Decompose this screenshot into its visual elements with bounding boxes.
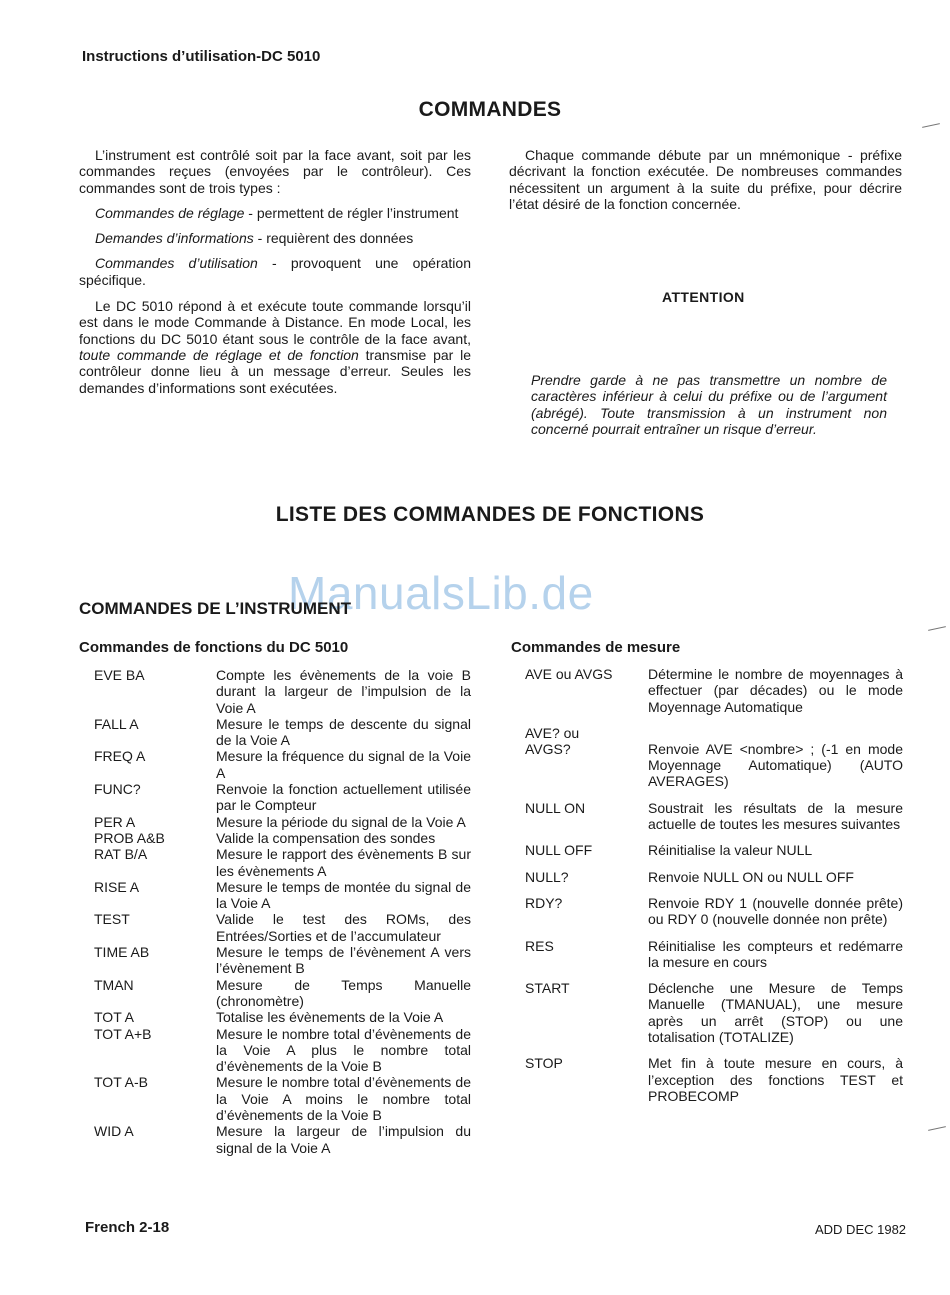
command-description: Renvoie RDY 1 (nouvelle donnée prête) ou RDY 0 (nouvelle donnée non prête) (648, 894, 903, 928)
command-row (94, 814, 471, 830)
command-row (94, 879, 471, 912)
command-row (94, 781, 471, 814)
command-row (94, 716, 471, 749)
command-description: Mesure la fréquence du signal de la Voie A (216, 748, 471, 781)
command-description: Détermine le nombre de moyennages à effectuer (par décades) ou le mode Moyennage Automatique (648, 666, 903, 715)
local-mode-paragraph: Le DC 5010 répond à et exécute toute commande lorsqu’il est dans le mode Commande à Distance. En mode Local, les fonctions du DC 5010 étant sous le contrôle de la face avant, toute commande de réglage et de fonction transmise par le contrôleur donne lieu à un message d’erreur. Seules les demandes d’informations sont exécutées. (79, 298, 472, 396)
command-mnemonic: AVE? ou AVGS? (525, 724, 580, 758)
revision-date: ADD DEC 1982 (815, 1222, 907, 1237)
command-mnemonic: FUNC? (94, 781, 141, 798)
command-row (94, 911, 471, 944)
type-informations (79, 230, 471, 246)
command-mnemonic: START (525, 980, 570, 997)
command-row (525, 895, 903, 928)
attention-text: Prendre garde à ne pas transmettre un nombre de caractères inférieur à celui du préfixe ou de l’argument (abrégé). Toute transmission à un instrument non concerné pourrait entraîner un risque d’erreur. (531, 372, 887, 437)
type-desc: - requièrent des données (253, 230, 414, 247)
command-mnemonic: TEST (94, 911, 130, 928)
command-mnemonic: RDY? (525, 894, 563, 911)
command-description: Compte les évènements de la voie B durant la largeur de l’impulsion de la Voie A (216, 667, 471, 716)
command-row (525, 842, 903, 858)
command-mnemonic: EVE BA (94, 667, 145, 683)
command-mnemonic: NULL OFF (525, 842, 593, 859)
command-description: Mesure la largeur de l’impulsion du signal de la Voie A (216, 1123, 471, 1156)
command-mnemonic: PER A (94, 813, 136, 830)
type-desc: - permettent de régler l’instrument (244, 204, 459, 221)
command-mnemonic: WID A (94, 1123, 134, 1140)
command-description: Valide le test des ROMs, des Entrées/Sorties et de l’accumulateur (216, 911, 471, 944)
command-description: Réinitialise les compteurs et redémarre la mesure en cours (648, 937, 903, 970)
command-description: Mesure le nombre total d’évènements de la Voie A moins le nombre total d’évènements de la Voie B (216, 1074, 471, 1124)
functions-table (94, 667, 471, 1156)
command-row (94, 1026, 471, 1075)
type-reglage (79, 205, 471, 221)
command-description: Renvoie AVE <nombre> ; (-1 en mode Moyennage Automatique) (AUTO AVERAGES) (648, 740, 903, 790)
command-description: Mesure le temps de montée du signal de la Voie A (216, 878, 471, 912)
command-description: Totalise les évènements de la Voie A (216, 1009, 444, 1026)
command-row (525, 725, 903, 790)
command-description: Réinitialise la valeur NULL (648, 842, 813, 859)
command-row (525, 666, 903, 715)
command-description: Mesure le temps de descente du signal de la Voie A (216, 715, 471, 749)
watermark: ManualsLib.de (288, 567, 594, 619)
command-description: Mesure de Temps Manuelle (chronomètre) (216, 976, 471, 1009)
command-mnemonic: TMAN (94, 976, 134, 993)
command-mnemonic: FALL A (94, 715, 139, 732)
command-mnemonic: RAT B/A (94, 846, 148, 863)
type-term: Commandes de réglage (95, 204, 245, 221)
command-row (94, 748, 471, 781)
command-row (94, 977, 471, 1010)
functions-heading: Commandes de fonctions du DC 5010 (79, 639, 349, 656)
command-row (94, 830, 471, 846)
type-term: Demandes d’informations (95, 230, 254, 247)
command-mnemonic: TOT A-B (94, 1074, 148, 1091)
mnemonic-paragraph: Chaque commande débute par un mnémonique - préfixe décrivant la fonction exécutée. De nombreuses commandes nécessitent un argument à la suite du préfixe, pour décrire l’état désiré de la fonction concernée. (509, 147, 902, 212)
command-description: Renvoie la fonction actuellement utilisée par le Compteur (216, 781, 471, 814)
command-description: Mesure le temps de l’évènement A vers l’évènement B (216, 944, 471, 977)
measure-table (525, 666, 903, 1104)
intro-paragraph: L’instrument est contrôlé soit par la face avant, soit par les commandes reçues (envoyées par le contrôleur). Ces commandes sont de trois types : (79, 147, 471, 196)
measure-heading: Commandes de mesure (511, 639, 681, 656)
command-mnemonic: TOT A+B (94, 1025, 152, 1042)
section-title-liste: LISTE DES COMMANDES DE FONCTIONS (275, 503, 705, 526)
intro-column-left (79, 147, 471, 405)
command-description: Mesure le rapport des évènements B sur les évènements A (216, 846, 471, 879)
command-row (525, 1055, 903, 1104)
margin-mark (928, 1126, 946, 1131)
command-row (94, 846, 471, 879)
command-mnemonic: NULL? (525, 868, 569, 885)
command-description: Valide la compensation des sondes (216, 829, 436, 846)
command-mnemonic: TIME AB (94, 944, 150, 961)
command-row (94, 1123, 471, 1156)
command-mnemonic: AVE ou AVGS (525, 666, 613, 682)
command-description: Met fin à toute mesure en cours, à l’exception des fonctions TEST et PROBECOMP (648, 1055, 903, 1104)
command-mnemonic: TOT A (94, 1009, 134, 1026)
subsection-title-instrument: COMMANDES DE L’INSTRUMENT (79, 599, 351, 618)
command-mnemonic: RES (525, 937, 554, 954)
command-row (94, 1074, 471, 1123)
command-description: Déclenche une Mesure de Temps Manuelle (TMANUAL), une mesure après un arrêt (STOP) ou une totalisation (TOTALIZE) (648, 980, 903, 1046)
command-description: Renvoie NULL ON ou NULL OFF (648, 868, 854, 885)
command-row (525, 938, 903, 971)
command-row (94, 667, 471, 716)
command-row (525, 800, 903, 833)
command-row (94, 1009, 471, 1025)
intro-column-right (509, 147, 902, 221)
running-header: Instructions d’utilisation-DC 5010 (82, 48, 321, 65)
command-row (525, 980, 903, 1045)
type-term: Commandes d’utilisation (95, 255, 258, 272)
attention-title: ATTENTION (662, 289, 745, 305)
command-mnemonic: STOP (525, 1055, 563, 1072)
command-description: Soustrait les résultats de la mesure actuelle de toutes les mesures suivantes (648, 799, 903, 833)
type-utilisation (79, 255, 471, 288)
page-number: French 2-18 (85, 1219, 170, 1236)
command-row (94, 944, 471, 977)
command-mnemonic: NULL ON (525, 799, 586, 816)
margin-mark (928, 626, 946, 631)
command-mnemonic: FREQ A (94, 748, 146, 765)
section-title-commandes: COMMANDES (418, 98, 562, 121)
type-desc: - provoquent une opération spécifique. (79, 255, 471, 288)
margin-mark (922, 123, 940, 128)
command-row (525, 869, 903, 885)
command-description: Mesure le nombre total d’évènements de la Voie A plus le nombre total d’évènements de la Voie B (216, 1025, 471, 1075)
command-description: Mesure la période du signal de la Voie A (216, 813, 466, 830)
command-mnemonic: RISE A (94, 878, 140, 895)
command-mnemonic: PROB A&B (94, 829, 165, 846)
